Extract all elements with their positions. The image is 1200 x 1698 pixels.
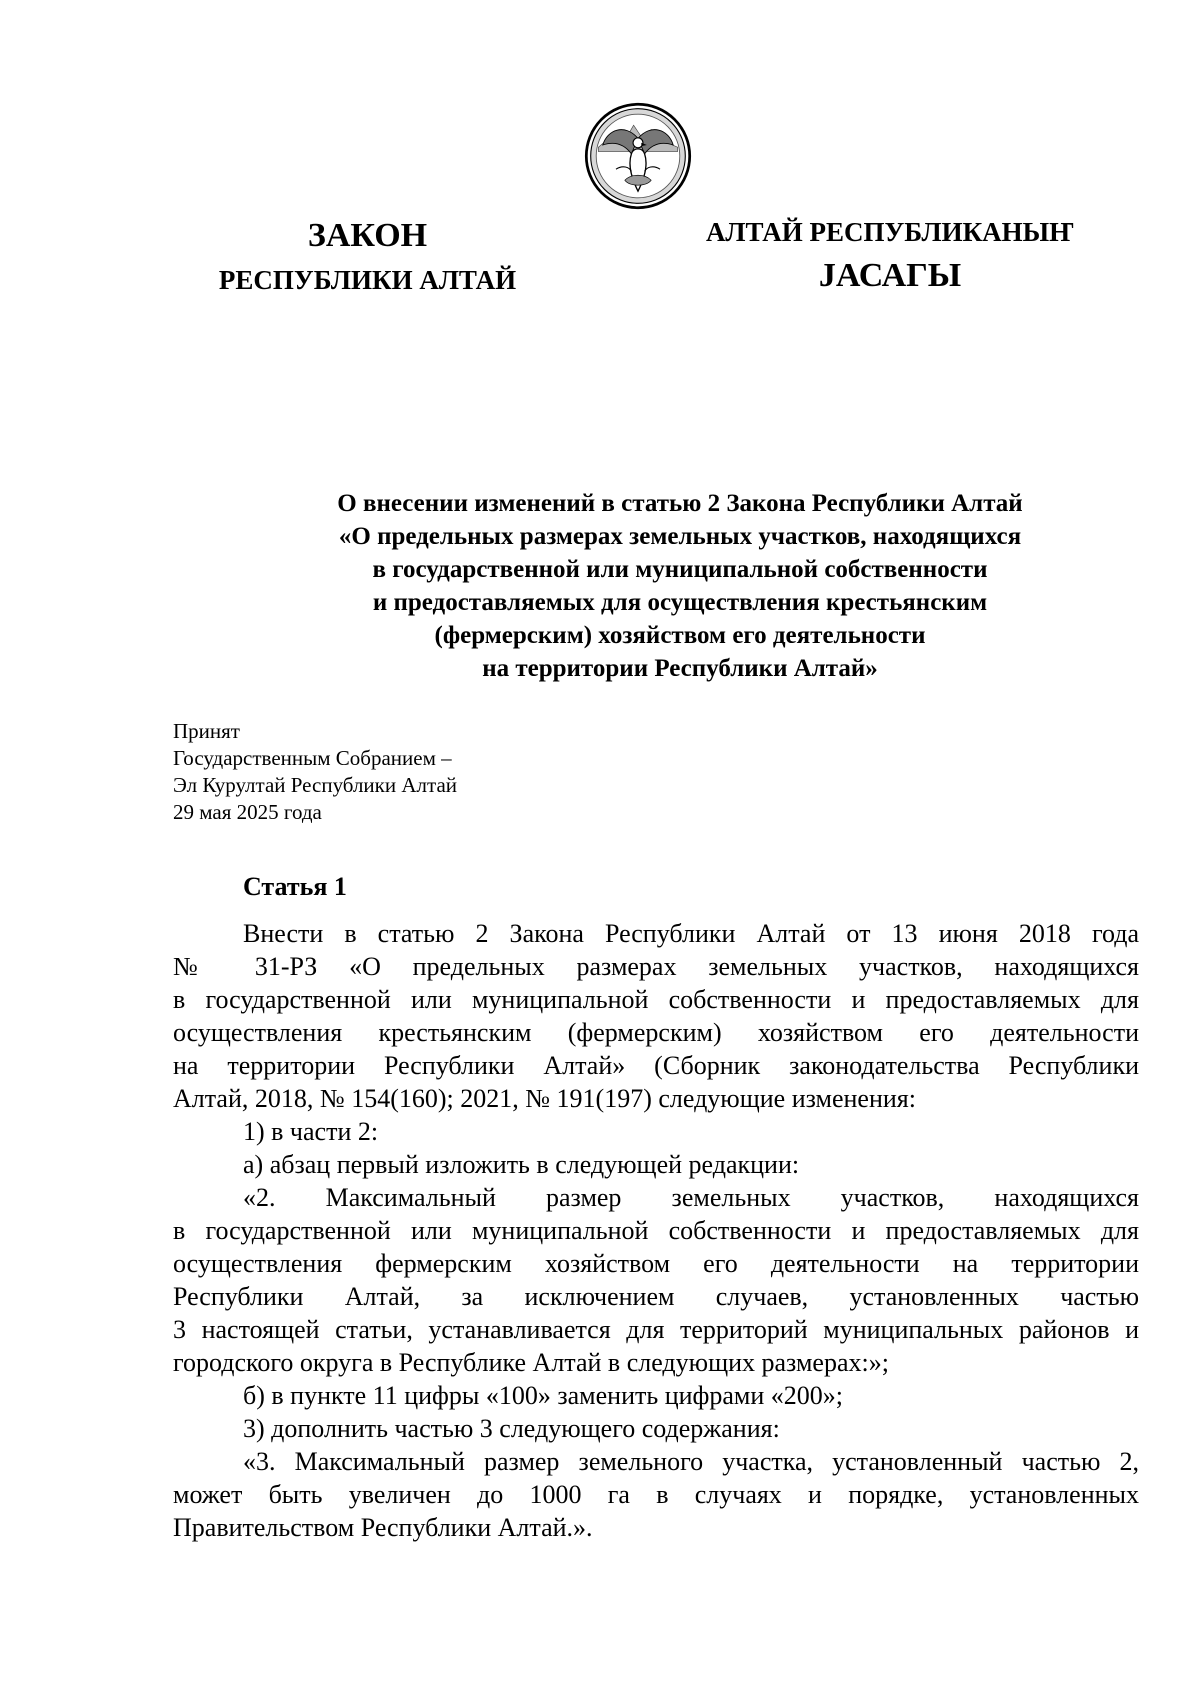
adoption-block — [173, 718, 457, 826]
body-line: Правительством Республики Алтай.». — [173, 1513, 593, 1542]
body-line: 3) дополнить частью 3 следующего содержания: — [243, 1414, 780, 1443]
body-line: осуществления фермерским хозяйством его деятельности на территории — [173, 1249, 1139, 1278]
body-line: 1) в части 2: — [243, 1117, 379, 1146]
title-line: (фермерским) хозяйством его деятельности — [434, 622, 926, 649]
title-line: на территории Республики Алтай» — [482, 655, 878, 682]
body-line: № 31-РЗ «О предельных размерах земельных участков, находящихся — [173, 952, 1139, 981]
adoption-line: Государственным Собранием – — [173, 746, 452, 770]
body-line: городского округа в Республике Алтай в следующих размерах:»; — [173, 1348, 889, 1377]
body-line: Алтай, 2018, № 154(160); 2021, № 191(197) следующие изменения: — [173, 1084, 916, 1113]
body-line: Республики Алтай, за исключением случаев, установленных частью — [173, 1282, 1139, 1311]
title-line: в государственной или муниципальной собственности — [372, 556, 988, 583]
adoption-line: Принят — [173, 719, 240, 743]
body-line: 3 настоящей статьи, устанавливается для территорий муниципальных районов и — [173, 1315, 1139, 1344]
header-law-word: ЗАКОН — [307, 217, 428, 254]
header-law-title-russian — [205, 214, 530, 302]
header-republic-name: РЕСПУБЛИКИ АЛТАЙ — [218, 265, 517, 295]
body-line: «3. Максимальный размер земельного участка, установленный частью 2, — [243, 1447, 1139, 1476]
header-republic-name-altai: АЛТАЙ РЕСПУБЛИКАНЫҤ — [705, 217, 1075, 247]
law-title — [260, 487, 1100, 685]
body-line: может быть увеличен до 1000 га в случаях и порядке, установленных — [173, 1480, 1139, 1509]
article-body — [173, 917, 1139, 1544]
header-law-title-altai — [695, 210, 1085, 298]
title-line: «О предельных размерах земельных участков, находящихся — [338, 523, 1022, 550]
adoption-line: Эл Курултай Республики Алтай — [173, 773, 458, 797]
title-line: О внесении изменений в статью 2 Закона Республики Алтай — [337, 490, 1023, 517]
body-line: в государственной или муниципальной собственности и предоставляемых для — [173, 1216, 1139, 1245]
title-line: и предоставляемых для осуществления крестьянским — [372, 589, 988, 616]
body-line: на территории Республики Алтай» (Сборник законодательства Республики — [173, 1051, 1139, 1080]
altai-republic-coat-of-arms-icon — [583, 101, 693, 211]
body-line: б) в пункте 11 цифры «100» заменить цифрами «200»; — [243, 1381, 844, 1410]
body-line: а) абзац первый изложить в следующей редакции: — [243, 1150, 800, 1179]
article-heading: Статья 1 — [243, 872, 347, 901]
body-line: в государственной или муниципальной собственности и предоставляемых для — [173, 985, 1139, 1014]
body-line: «2. Максимальный размер земельных участков, находящихся — [243, 1183, 1139, 1212]
adoption-date: 29 мая 2025 года — [173, 800, 322, 824]
header-law-word-altai: JАСАГЫ — [818, 257, 962, 294]
body-line: осуществления крестьянским (фермерским) хозяйством его деятельности — [173, 1018, 1139, 1047]
body-line: Внести в статью 2 Закона Республики Алтай от 13 июня 2018 года — [243, 919, 1139, 948]
